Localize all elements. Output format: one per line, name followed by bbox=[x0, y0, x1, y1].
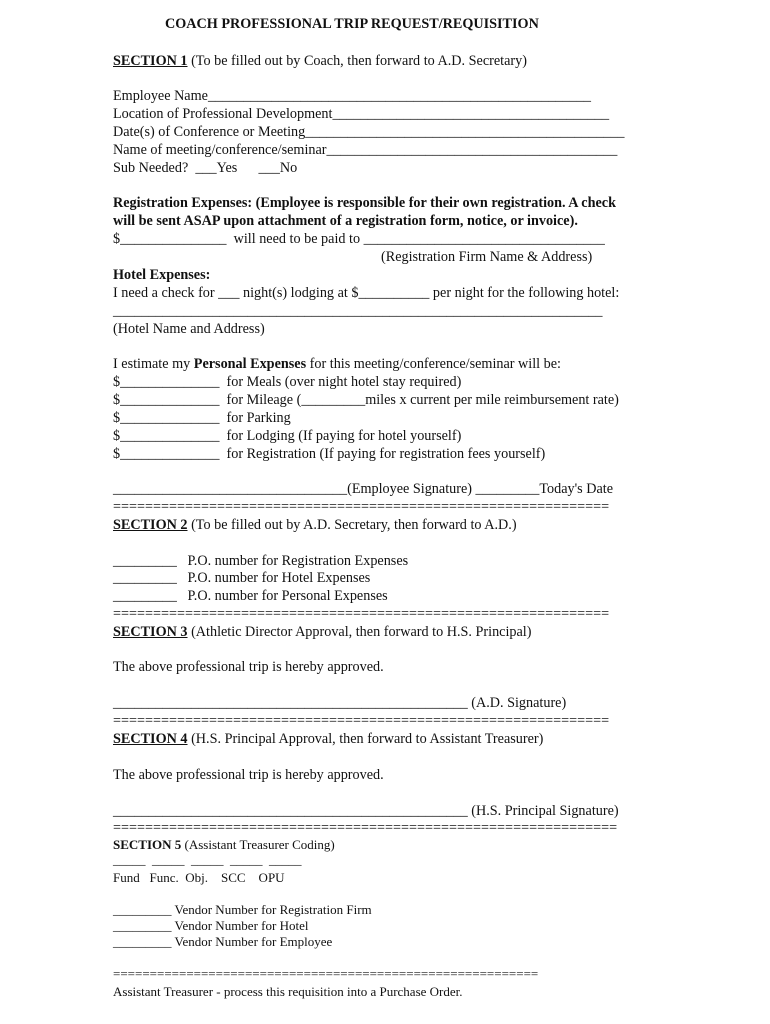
section-5-heading: SECTION 5 bbox=[113, 837, 182, 852]
po-registration-field[interactable]: _________ P.O. number for Registration Expenses bbox=[113, 553, 409, 569]
section-separator: ============================================================== bbox=[113, 606, 610, 622]
po-personal-field[interactable]: _________ P.O. number for Personal Expenses bbox=[113, 588, 388, 604]
meeting-name-field[interactable]: Name of meeting/conference/seminar_________________________________________ bbox=[113, 142, 618, 158]
section-3-note: (Athletic Director Approval, then forward to H.S. Principal) bbox=[187, 624, 532, 640]
section-1-heading: SECTION 1 bbox=[113, 53, 188, 69]
location-field[interactable]: Location of Professional Development_______________________________________ bbox=[113, 106, 610, 122]
lodging-expense-field[interactable]: $______________ for Lodging (If paying for hotel yourself) bbox=[113, 428, 462, 444]
dates-field[interactable]: Date(s) of Conference or Meeting_____________________________________________ bbox=[113, 124, 625, 140]
coding-labels: Fund Func. Obj. SCC OPU bbox=[113, 870, 285, 885]
section-separator: =============================================================== bbox=[113, 820, 618, 836]
form-title: COACH PROFESSIONAL TRIP REQUEST/REQUISITION bbox=[165, 16, 539, 32]
principal-signature-line[interactable]: __________________________________________________ (H.S. Principal Signature) bbox=[113, 803, 619, 819]
employee-name-field[interactable]: Employee Name______________________________________________________ bbox=[113, 88, 592, 104]
section-separator: ============================================================== bbox=[113, 713, 610, 729]
registration-expense-field[interactable]: $______________ for Registration (If paying for registration fees yourself) bbox=[113, 446, 546, 462]
meals-expense-field[interactable]: $______________ for Meals (over night hotel stay required) bbox=[113, 374, 462, 390]
hotel-name-caption: (Hotel Name and Address) bbox=[113, 321, 265, 337]
section-4-header bbox=[113, 732, 543, 746]
mileage-expense-field[interactable]: $______________ for Mileage (_________miles x current per mile reimbursement rate) bbox=[113, 392, 619, 408]
sub-needed-field[interactable]: Sub Needed? ___Yes ___No bbox=[113, 160, 298, 176]
footer-instruction: Assistant Treasurer - process this requisition into a Purchase Order. bbox=[113, 984, 463, 999]
section-2-heading: SECTION 2 bbox=[113, 517, 188, 533]
registration-paid-field[interactable]: $_______________ will need to be paid to __________________________________ bbox=[113, 231, 605, 247]
section-5-note: (Assistant Treasurer Coding) bbox=[181, 837, 335, 852]
section-3-heading: SECTION 3 bbox=[113, 624, 188, 640]
section-1-header bbox=[113, 54, 527, 68]
section-3-header bbox=[113, 625, 531, 639]
vendor-employee-field[interactable]: _________ Vendor Number for Employee bbox=[113, 934, 333, 949]
registration-firm-caption: (Registration Firm Name & Address) bbox=[381, 249, 593, 265]
hotel-name-field[interactable]: _____________________________________________________________________ bbox=[113, 303, 603, 319]
personal-expenses-bold: Personal Expenses bbox=[193, 356, 307, 372]
section-4-approval-text: The above professional trip is hereby approved. bbox=[113, 767, 384, 783]
section-5-header bbox=[113, 838, 335, 851]
po-hotel-field[interactable]: _________ P.O. number for Hotel Expenses bbox=[113, 570, 371, 586]
section-1-note: (To be filled out by Coach, then forward to A.D. Secretary) bbox=[187, 53, 527, 69]
ad-signature-line[interactable]: __________________________________________________ (A.D. Signature) bbox=[113, 695, 567, 711]
registration-expenses-text-1: Registration Expenses: (Employee is responsible for their own registration. A check bbox=[113, 195, 616, 211]
hotel-expenses-heading: Hotel Expenses: bbox=[113, 267, 211, 283]
personal-expenses-pre: I estimate my bbox=[113, 356, 194, 372]
section-2-note: (To be filled out by A.D. Secretary, then forward to A.D.) bbox=[187, 517, 517, 533]
parking-expense-field[interactable]: $______________ for Parking bbox=[113, 410, 291, 426]
section-4-note: (H.S. Principal Approval, then forward to Assistant Treasurer) bbox=[187, 731, 544, 747]
employee-signature-line[interactable]: _________________________________(Employee Signature) _________Today's Date bbox=[113, 481, 614, 497]
section-3-approval-text: The above professional trip is hereby approved. bbox=[113, 659, 384, 675]
section-2-header bbox=[113, 518, 517, 532]
registration-expenses-text-2: will be sent ASAP upon attachment of a registration form, notice, or invoice). bbox=[113, 213, 578, 229]
hotel-lodging-field[interactable]: I need a check for ___ night(s) lodging at $__________ per night for the following hotel: bbox=[113, 285, 620, 301]
personal-expenses-post: for this meeting/conference/seminar will be: bbox=[306, 356, 561, 372]
vendor-registration-field[interactable]: _________ Vendor Number for Registration Firm bbox=[113, 902, 372, 917]
coding-blanks[interactable]: _____ _____ _____ _____ _____ bbox=[113, 852, 302, 867]
vendor-hotel-field[interactable]: _________ Vendor Number for Hotel bbox=[113, 918, 309, 933]
section-separator: ============================================================== bbox=[113, 499, 610, 515]
personal-expenses-intro bbox=[113, 357, 561, 371]
section-4-heading: SECTION 4 bbox=[113, 731, 188, 747]
footer-separator: ========================================================== bbox=[113, 966, 539, 981]
